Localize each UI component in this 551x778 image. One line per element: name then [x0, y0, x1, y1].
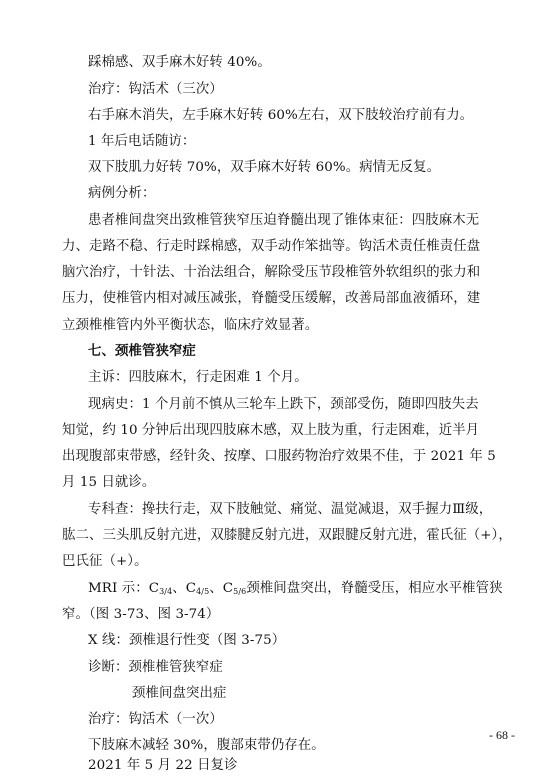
text-line: 巴氏征（+）。	[62, 554, 148, 569]
text-line: 1 年后电话随访：	[88, 134, 196, 149]
mri-sep: 、C	[209, 581, 234, 596]
text-line: 肱二、三头肌反射亢进，双膝腱反射亢进，双跟腱反射亢进，霍氏征（+），	[62, 528, 512, 543]
text-line: 现病史：1 个月前不慎从三轮车上跌下，颈部受伤，随即四肢失去	[88, 397, 479, 412]
text-line: 右手麻木消失，左手麻木好转 60%左右，双下肢较治疗前有力。	[88, 108, 474, 123]
text-line: 专科查：搀扶行走，双下肢触觉、痛觉、温觉减退，双手握力Ⅲ级，	[88, 502, 493, 517]
page-number: - 68 -	[489, 728, 515, 742]
text-line: 双下肢肌力好转 70%，双手麻木好转 60%。病情无反复。	[88, 160, 441, 175]
mri-line	[88, 579, 508, 602]
subscript: 5/6	[233, 587, 247, 596]
text-line: 诊断：颈椎椎管狭窄症	[88, 660, 223, 675]
text-line: 脑穴治疗，十针法、十治法组合，解除受压节段椎管外软组织的张力和	[62, 265, 481, 280]
text-line: 窄。（图 3-73、图 3-74）	[62, 607, 220, 622]
text-line: X 线：颈椎退行性变（图 3-75）	[88, 633, 286, 648]
section-heading: 七、颈椎管狭窄症	[88, 344, 196, 359]
mri-prefix: MRI 示：C	[88, 581, 160, 596]
text-line: 月 15 日就诊。	[62, 475, 156, 490]
text-line: 病例分析：	[88, 186, 156, 201]
subscript: 4/5	[196, 587, 210, 596]
text-line: 主诉：四肢麻木，行走困难 1 个月。	[88, 370, 308, 385]
text-line: 患者椎间盘突出致椎管狭窄压迫脊髓出现了锥体束征：四肢麻木无	[88, 213, 480, 228]
text-line: 出现腹部束带感，经针灸、按摩、口服药物治疗效果不佳，于 2021 年 5	[62, 449, 496, 464]
mri-sep: 、C	[172, 581, 197, 596]
text-line: 治疗：钩活术（一次）	[88, 712, 223, 727]
text-line: 2021 年 5 月 22 日复诊	[88, 758, 238, 773]
subscript: 3/4	[159, 587, 173, 596]
text-line: 踩棉感、双手麻木好转 40%。	[88, 55, 271, 70]
text-line: 下肢麻木减轻 30%，腹部束带仍存在。	[88, 738, 325, 753]
text-line: 立颈椎椎管内外平衡状态，临床疗效显著。	[62, 318, 319, 333]
mri-suffix: 颈椎间盘突出，脊髓受压，相应水平椎管狭	[246, 581, 503, 596]
text-line: 力、走路不稳、行走时踩棉感，双手动作笨拙等。钩活术责任椎责任盘	[62, 239, 481, 254]
text-line: 颈椎间盘突出症	[132, 686, 227, 701]
text-line: 治疗：钩活术（三次）	[88, 82, 223, 97]
text-line: 知觉，约 10 分钟后出现四肢麻木感，双上肢为重，行走困难，近半月	[62, 423, 480, 438]
text-line: 压力，使椎管内相对减压减张，脊髓受压缓解，改善局部血液循环，建	[62, 291, 481, 306]
